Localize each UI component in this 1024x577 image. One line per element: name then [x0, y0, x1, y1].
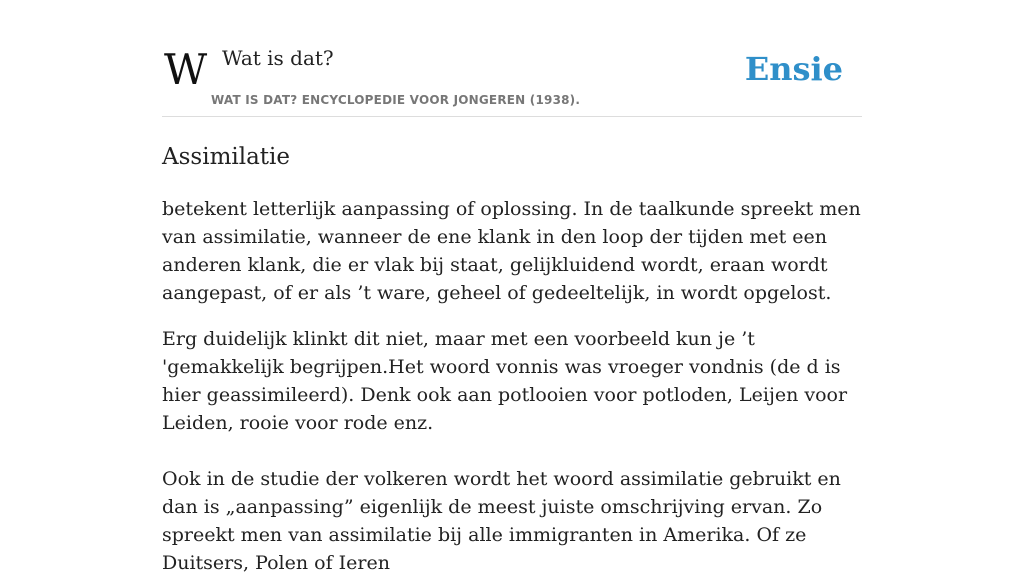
page: [162, 0, 862, 577]
wikipedia-logo-icon[interactable]: W: [164, 45, 208, 94]
article-paragraph-1: betekent letterlijk aanpassing of oplossing. In de taalkunde spreekt men van assimilatie, wanneer de ene klank in den loop der tijden met een anderen klank, die er vlak bij staat, gelijkluidend wordt, eraan wordt aangepast, of er als ’t ware, geheel of gedeeltelijk, in wordt opgelost.: [162, 198, 861, 304]
site-title[interactable]: Wat is dat?: [222, 46, 334, 70]
article-paragraph-2: Erg duidelijk klinkt dit niet, maar met een voorbeeld kun je ’t 'gemakkelijk begrijpen.Het woord vonnis was vroeger vondnis (de d is hier geassimileerd). Denk ook aan potlooien voor potloden, Leijen voor Leiden, rooie voor rode enz.: [162, 328, 848, 434]
site-header: [162, 0, 862, 117]
article-paragraph-3: Ook in de studie der volkeren wordt het woord assimilatie gebruikt en dan is „aanpassing” eigenlijk de meest juiste omschrijving ervan. Zo spreekt men van assimilatie bij alle immigranten in Amerika. Of ze Duitsers, Polen of Ieren: [162, 468, 841, 574]
ensie-brand-link[interactable]: Ensie: [744, 50, 843, 88]
article-title: Assimilatie: [162, 144, 291, 170]
site-subtitle: WAT IS DAT? ENCYCLOPEDIE VOOR JONGEREN (1938).: [211, 93, 581, 107]
